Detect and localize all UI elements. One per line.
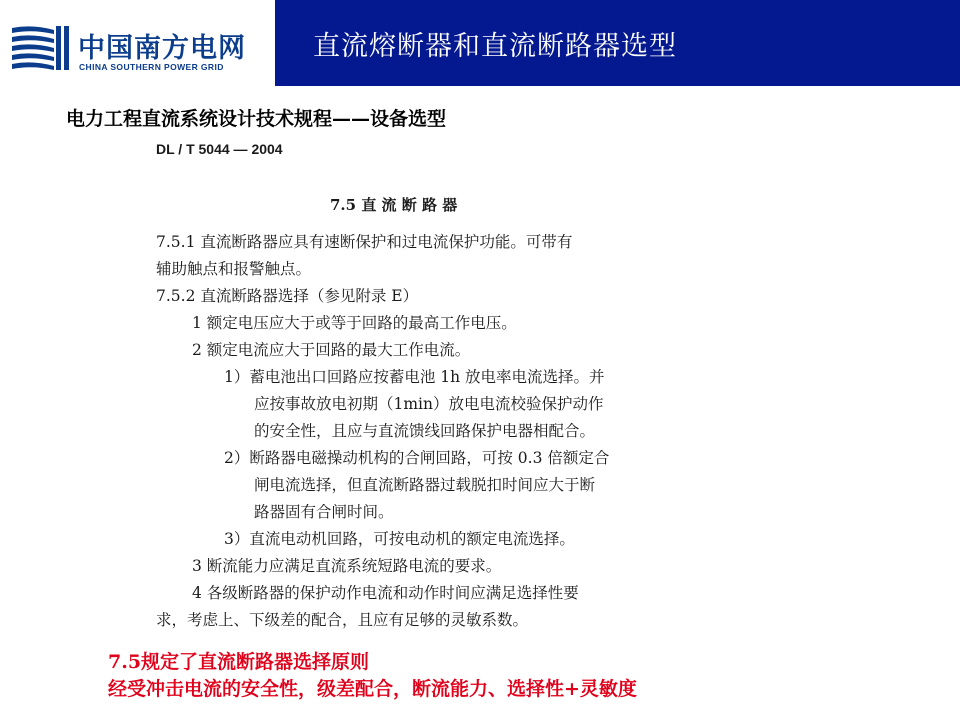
doc-line: 4 各级断路器的保护动作电流和动作时间应满足选择性要 — [192, 584, 579, 602]
standard-code: DL / T 5044 — 2004 — [156, 141, 283, 157]
doc-line: 7.5.1 直流断路器应具有速断保护和过电流保护功能。可带有 — [156, 233, 573, 251]
doc-line: 路器固有合闸时间。 — [254, 503, 394, 521]
section-heading: 7.5 直 流 断 路 器 — [330, 196, 458, 214]
doc-line: 的安全性，且应与直流馈线回路保护电器相配合。 — [254, 422, 596, 440]
doc-line: 3 断流能力应满足直流系统短路电流的要求。 — [192, 557, 502, 575]
doc-line: 2 额定电流应大于回路的最大工作电流。 — [192, 341, 471, 359]
doc-line: 应按事故放电初期（1min）放电电流校验保护动作 — [254, 395, 604, 413]
doc-line: 求，考虑上、下级差的配合，且应有足够的灵敏系数。 — [156, 611, 529, 629]
doc-line: 7.5.2 直流断路器选择（参见附录 E） — [156, 287, 419, 305]
doc-line: 1）蓄电池出口回路应按蓄电池 1h 放电率电流选择。并 — [224, 368, 605, 386]
slide-subtitle: 电力工程直流系统设计技术规程——设备选型 — [66, 108, 447, 130]
doc-line: 闸电流选择，但直流断路器过载脱扣时间应大于断 — [254, 476, 596, 494]
csg-logo-icon — [10, 24, 72, 72]
doc-line: 辅助触点和报警触点。 — [156, 260, 312, 278]
summary-note: 经受冲击电流的安全性，级差配合，断流能力、选择性+灵敏度 — [108, 678, 637, 700]
scanned-standard-page — [140, 132, 700, 632]
logo-text-en: CHINA SOUTHERN POWER GRID — [79, 62, 224, 72]
doc-line: 3）直流电动机回路，可按电动机的额定电流选择。 — [224, 530, 575, 548]
title-bar — [275, 0, 960, 86]
logo-text-cn: 中国南方电网 — [78, 33, 246, 64]
header — [0, 0, 960, 86]
doc-line: 2）断路器电磁操动机构的合闸回路，可按 0.3 倍额定合 — [224, 449, 610, 467]
logo — [0, 0, 275, 86]
summary-note: 7.5规定了直流断路器选择原则 — [108, 651, 370, 673]
slide-title: 直流熔断器和直流断路器选型 — [313, 31, 677, 62]
doc-line: 1 额定电压应大于或等于回路的最高工作电压。 — [192, 314, 517, 332]
